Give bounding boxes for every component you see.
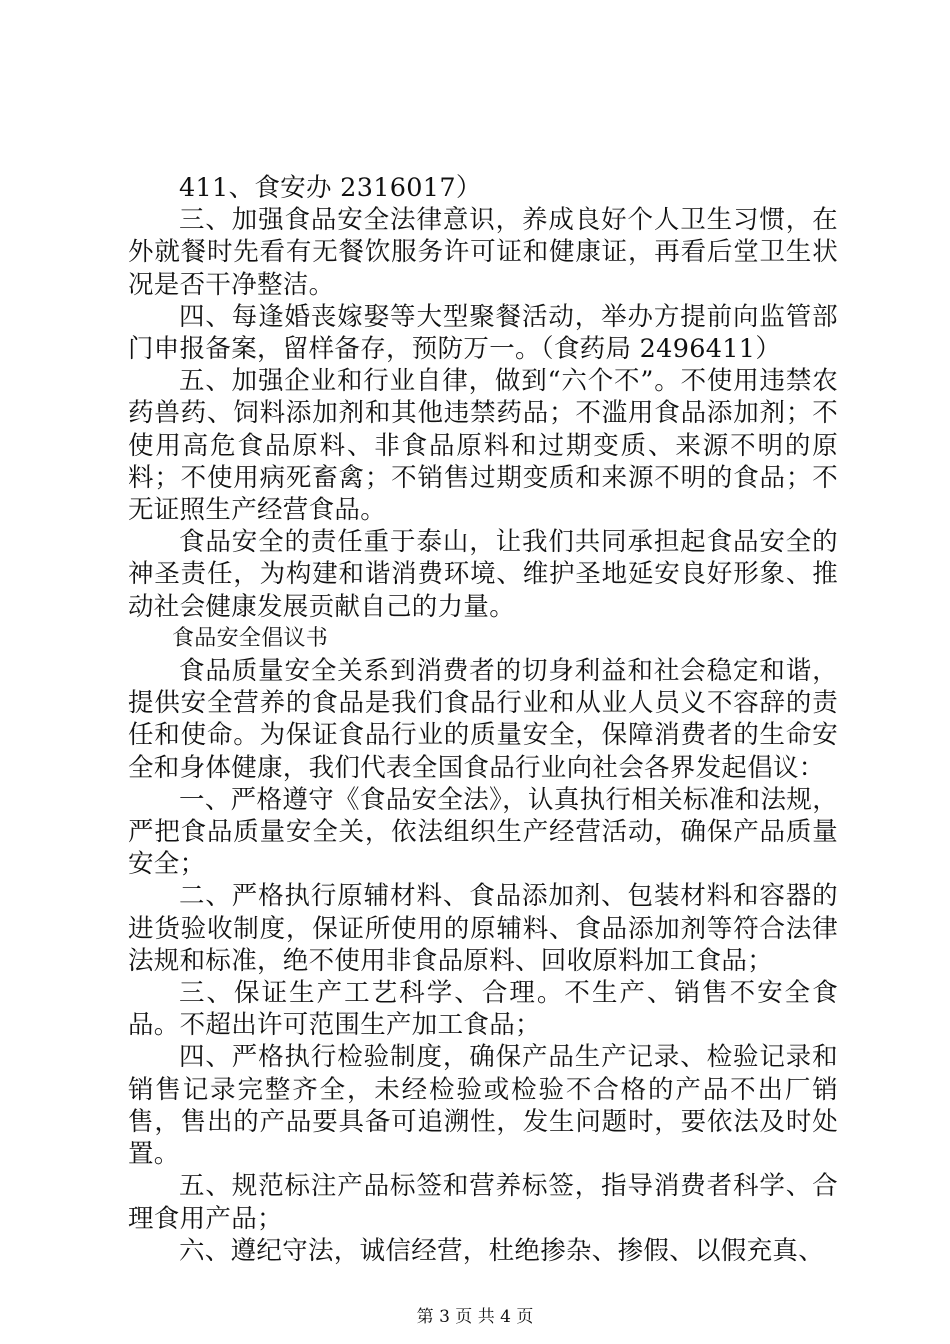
paragraph: 四、严格执行检验制度，确保产品生产记录、检验记录和销售记录完整齐全，未经检验或检验不合格的产品不出厂销售，售出的产品要具备可追溯性，发生问题时，要依法及时处置。 (128, 1042, 838, 1170)
paragraph: 一、严格遵守《食品安全法》，认真执行相关标准和法规，严把食品质量安全关，依法组织生产经营活动，确保产品质量安全； (128, 784, 838, 880)
paragraph: 食品质量安全关系到消费者的切身利益和社会稳定和谐，提供安全营养的食品是我们食品行业和从业人员义不容辞的责任和使命。为保证食品行业的质量安全，保障消费者的生命安全和身体健康，我们代表全国食品行业向社会各界发起倡议： (128, 656, 838, 783)
section-title: 食品安全倡议书 (172, 625, 329, 651)
paragraph: 四、每逢婚丧嫁娶等大型聚餐活动，举办方提前向监管部门申报备案，留样备存，预防万一。（食药局 2496411） (128, 301, 838, 365)
paragraph: 六、遵纪守法，诚信经营，杜绝掺杂、掺假、以假充真、 (179, 1235, 825, 1266)
paragraph: 五、规范标注产品标签和营养标签，指导消费者科学、合理食用产品； (128, 1171, 838, 1234)
document-body (128, 172, 838, 1267)
paragraph: 食品安全的责任重于泰山，让我们共同承担起食品安全的神圣责任，为构建和谐消费环境、维护圣地延安良好形象、推动社会健康发展贡献自己的力量。 (128, 527, 838, 622)
paragraph: 五、加强企业和行业自律，做到“六个不”。不使用违禁农药兽药、饲料添加剂和其他违禁药品；不滥用食品添加剂；不使用高危食品原料、非食品原料和过期变质、来源不明的原料；不使用病死畜禽；不销售过期变质和来源不明的食品；不无证照生产经营食品。 (128, 366, 838, 526)
page-number-footer: 第 3 页 共 4 页 (416, 1307, 534, 1327)
paragraph: 411、食安办 2316017） (179, 173, 482, 203)
paragraph: 三、加强食品安全法律意识，养成良好个人卫生习惯，在外就餐时先看有无餐饮服务许可证和健康证，再看后堂卫生状况是否干净整洁。 (128, 205, 838, 300)
paragraph: 二、严格执行原辅材料、食品添加剂、包装材料和容器的进货验收制度，保证所使用的原辅料、食品添加剂等符合法律法规和标准，绝不使用非食品原料、回收原料加工食品； (128, 881, 838, 976)
paragraph: 三、保证生产工艺科学、合理。不生产、销售不安全食品。不超出许可范围生产加工食品； (128, 978, 838, 1041)
